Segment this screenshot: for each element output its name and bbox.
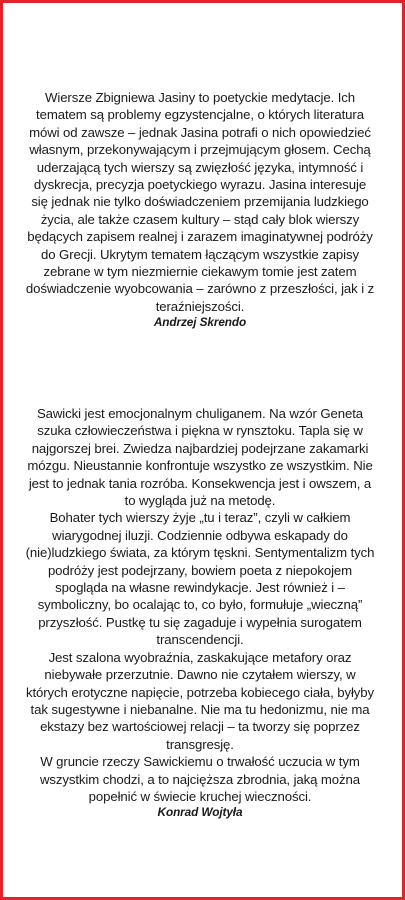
- blurb-sawicki-paragraph-2: Bohater tych wierszy żyje „tu i teraz”, czyli w całkiem wiarygodnej iluzji. Codziennie odbywa eskapady do (nie)ludzkiego świata, za którym tęskni. Sentymentalizm tych podróży jest podejrzany, bowiem poeta z niepokojem spogląda na własne rewindykacje. Jest również i – symboliczny, bo ocalając to, co było, formułuje „wieczną” przyszłość. Pustkę tu się zagaduje i wypełnia surogatem transcendencji.: [25, 510, 375, 648]
- blurb-sawicki-author: Konrad Wojtyła: [157, 805, 243, 820]
- blurb-sawicki-paragraph-3: Jest szalona wyobraźnia, zaskakujące metafory oraz niebywałe przerzutnie. Dawno nie czytałem wierszy, w których erotyczne napięcie, potrzeba kobiecego ciała, byłyby tak sugestywne i niebanalne. Nie ma tu hedonizmu, nie ma ekstazy bez wartościowej relacji – ta tworzy się poprzez transgresję.: [25, 649, 375, 752]
- blurb-jasina-text: Wiersze Zbigniewa Jasiny to poetyckie medytacje. Ich tematem są problemy egzystencjalne, o których literatura mówi od zawsze – jednak Jasina potrafi o nich opowiedzieć własnym, przekonywającym i przejmującym głosem. Cechą uderzającą tych wierszy są zwięzłość języka, intymność i dyskrecja, precyzja poetyckiego wyrazu. Jasina interesuje się jednak nie tylko doświadczeniem przemijania ludzkiego życia, ale także czasem kultury – stąd cały blok wierszy będących zapisem realnej i zarazem imaginatywnej podróży do Grecji. Ukrytym tematem łączącym wszystkie zapisy zebrane w tym niezmiernie ciekawym tomie jest zatem doświadczenie wyobcowania – zarówno z przeszłości, jak i z teraźniejszości.: [25, 90, 375, 314]
- blurb-sawicki-paragraph-4: W gruncie rzeczy Sawickiemu o trwałość uczucia w tym wszystkim chodzi, a to najcięższa zbrodnia, jaką można popełnić w świecie kruchej wieczności.: [39, 754, 361, 804]
- blurb-jasina: [24, 89, 376, 330]
- blurb-jasina-author: Andrzej Skrendo: [153, 315, 247, 330]
- blurb-sawicki: [24, 405, 376, 820]
- blurb-sawicki-paragraph-1: Sawicki jest emocjonalnym chuliganem. Na wzór Geneta szuka człowieczeństwa i piękna w rynsztoku. Tapla się w najgorszej brei. Zwiedza najbardziej podejrzane zakamarki mózgu. Nieustannie konfrontuje wszystko ze wszystkim. Nie jest to jednak tania rozróba. Konsekwencja jest i owszem, a to wygląda już na metodę.: [27, 406, 373, 509]
